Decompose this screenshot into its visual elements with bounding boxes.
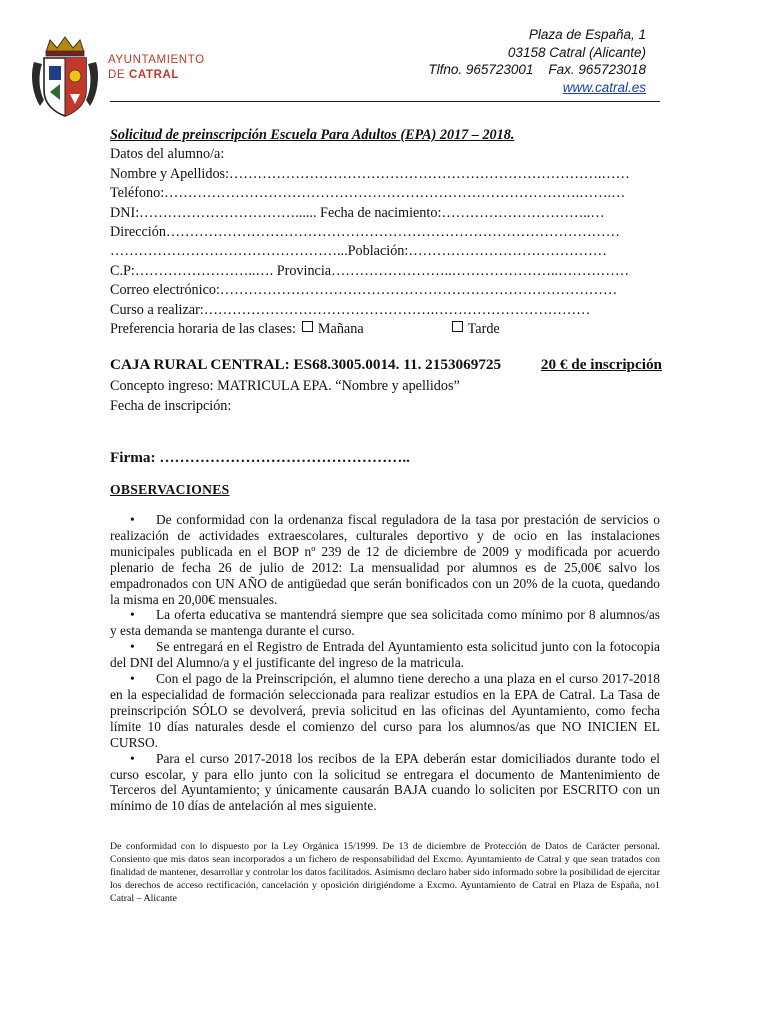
form-line-phone: Teléfono:…………………………………………………………………………….…….… — [110, 185, 626, 202]
bank-account-row — [110, 355, 662, 374]
form-line-name: Nombre y Apellidos:…………………………………………………………………….…… — [110, 165, 630, 182]
observations-list — [110, 512, 660, 814]
observation-text: De conformidad con la ordenanza fiscal reguladora de la tasa por prestación de servicios o realización de actividades extraescolares, culturales deportivo y de ocio en las instalaciones municipales publicada en el BOP nº 239 de 12 de diciembre de 2009 y modificada por acuerdo plenario de fecha 26 de julio de 2012: La mensualidad por alumnos es de 25,00€ salvo los empadronados con UN AÑO de antigüedad que serán bonificados con un 20% de la cuota, quedando la misma en 20,00€ mensuales. — [110, 512, 660, 607]
bullet-icon: • — [130, 639, 135, 655]
header-divider — [110, 101, 660, 102]
observation-item — [110, 751, 660, 815]
payment-concept: Concepto ingreso: MATRICULA EPA. “Nombre y apellidos” — [110, 378, 460, 395]
schedule-preference — [110, 320, 662, 339]
option-morning-label: Mañana — [317, 321, 364, 338]
observation-item — [110, 671, 660, 751]
schedule-preference-label: Preferencia horaria de las clases: — [110, 321, 296, 338]
option-afternoon-label: Tarde — [467, 321, 500, 338]
bullet-icon: • — [130, 671, 135, 687]
observation-item — [110, 512, 660, 607]
logo-line-2-prefix: DE — [108, 69, 129, 81]
address-street: Plaza de España, 1 — [528, 27, 646, 42]
form-title: Solicitud de preinscripción Escuela Para Adultos (EPA) 2017 – 2018. — [110, 127, 515, 143]
form-line-email: Correo electrónico:………………………………………………………………………… — [110, 282, 618, 299]
form-line-postcode-province: C.P:……………………..…. Provincia……………………..…………………..…………… — [110, 262, 630, 279]
bullet-icon: • — [130, 607, 135, 623]
observation-item — [110, 607, 660, 639]
payment-info — [110, 355, 662, 416]
form-line-student-data: Datos del alumno/a: — [110, 146, 225, 163]
address-city: 03158 Catral (Alicante) — [507, 44, 646, 60]
logo-line-2-bold: CATRAL — [128, 69, 179, 81]
observation-text: Se entregará en el Registro de Entrada del Ayuntamiento esta solicitud junto con la fotocopia del DNI del Alumno/a y el justificante del ingreso de la matricula. — [110, 639, 660, 671]
logo-line-1: AYUNTAMIENTO — [108, 54, 205, 66]
website-link[interactable]: www.catral.es — [562, 79, 646, 95]
observation-text: La oferta educativa se mantendrá siempre que sea solicitada como mínimo por 8 alumnos/as y esta demanda se mantenga durante el curso. — [110, 607, 660, 639]
logo-wordmark — [108, 53, 205, 83]
registration-fee: 20 € de inscripción — [540, 356, 662, 373]
registration-form — [110, 126, 662, 339]
checkbox-icon[interactable] — [452, 321, 463, 332]
checkbox-icon[interactable] — [302, 321, 313, 332]
signature-line: Firma: ………………………………………….. — [110, 449, 410, 466]
observation-text: Para el curso 2017-2018 los recibos de la EPA deberán estar domiciliados durante todo el curso escolar, y para ello junto con la solicitud se entregara el documento de Mantenimiento de Terceros del Ayuntamiento; y únicamente causarán BAJA cuando lo soliciten por ESCRITO con un mínimo de 10 días de antelación al mes siguiente. — [110, 750, 660, 814]
bank-account: CAJA RURAL CENTRAL: ES68.3005.0014. 11. 2153069725 — [110, 356, 502, 373]
observation-text: Con el pago de la Preinscripción, el alumno tiene derecho a una plaza en el curso 2017-2018 en la especialidad de formación seleccionada para realizar estudios en la EPA de Catral. La Tasa de preinscripción SÓLO se devolverá, previa solicitud en las oficinas del Ayuntamiento, como fecha límite 10 días naturales desde el comienzo del curso para los alumnos/as que NO INICIEN EL CURSO. — [110, 671, 660, 750]
form-line-town: …………………………………………...Población:…………………………………… — [110, 243, 607, 260]
form-line-dni-birthdate: DNI:……………………………...... Fecha de nacimiento:…………………………..… — [110, 204, 605, 221]
address-phone-fax: Tlfno. 965723001 Fax. 965723018 — [428, 62, 646, 77]
form-line-address: Dirección…………………………………………………………………………………… — [110, 224, 620, 241]
observations-title: OBSERVACIONES — [110, 482, 230, 497]
observation-item — [110, 639, 660, 671]
bullet-icon: • — [130, 750, 135, 766]
form-line-course: Curso a realizar:………………………………………….…………………………… — [110, 301, 591, 318]
bullet-icon: • — [130, 512, 135, 527]
registration-date-label: Fecha de inscripción: — [110, 397, 232, 414]
data-protection-notice: De conformidad con lo dispuesto por la Ley Orgánica 15/1999. De 13 de diciembre de Protección de Datos de Carácter personal. Consiento que mis datos sean incorporados a un fichero de responsabilidad del Excmo. Ayuntamiento de Catral y que sean tratados con finalidad de mantener, desarrollar y controlar los datos facilitados. Asimismo declaro haber sido informado sobre la posibilidad de ejercitar los derechos de acceso rectificación, cancelación y oposición dirigiéndome a Excmo. Ayuntamiento de Catral en Plaza de España, no1 Catral – Alicante — [110, 841, 660, 905]
coat-of-arms-icon — [30, 34, 100, 120]
logo-line-2 — [108, 68, 205, 83]
council-address — [428, 26, 646, 96]
